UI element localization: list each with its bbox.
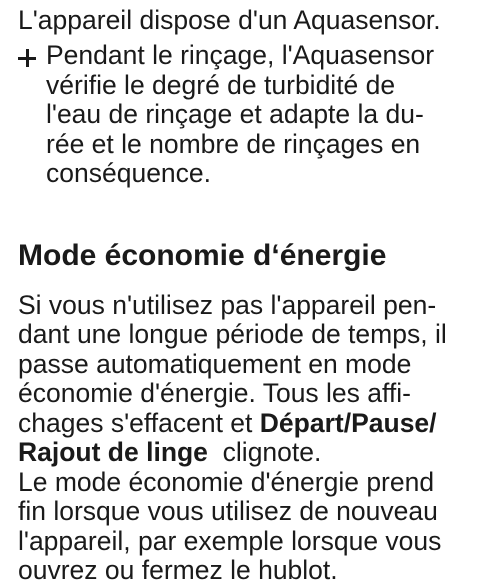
body-line: ouvrez ou fermez le hublot.	[18, 555, 338, 585]
body-line: Si vous n'utilisez pas l'appareil pen-	[18, 289, 437, 320]
document-page	[18, 6, 476, 586]
pause-label: Pause	[351, 407, 430, 438]
bullet-line: vérifie le degré de turbidité de	[46, 69, 396, 100]
body-line	[18, 409, 476, 439]
section-heading: Mode économie d‘énergie	[18, 238, 387, 272]
aquasensor-bullet	[18, 41, 476, 189]
plus-icon	[18, 49, 36, 67]
body-line: passe automatiquement en mode	[18, 348, 412, 379]
body-line: l'appareil, par exemple lorsque vous	[18, 525, 442, 556]
bullet-line: l'eau de rinçage et adapte la du-	[46, 99, 424, 129]
body-line: économie d'énergie. Tous les affi-	[18, 378, 411, 408]
body-text-fragment: clignote.	[207, 437, 322, 467]
body-line: fin lorsque vous utilisez de nouveau	[18, 496, 438, 526]
add-laundry-label: Rajout de linge	[18, 437, 208, 467]
section-body	[18, 291, 476, 586]
intro-text: L'appareil dispose d'un Aquasensor.	[18, 5, 441, 35]
start-label: Départ	[259, 407, 344, 438]
bullet-line: rée et le nombre de rinçages en	[46, 128, 421, 159]
bullet-line: conséquence.	[46, 158, 212, 188]
separator: /	[343, 407, 352, 438]
separator: /	[429, 407, 437, 438]
body-text-fragment: chages s'effacent et	[18, 407, 260, 438]
body-line: dant une longue période de temps, il	[18, 319, 447, 349]
body-line: Le mode économie d'énergie prend	[18, 466, 435, 497]
body-line	[18, 438, 476, 468]
bullet-line: Pendant le rinçage, l'Aquasensor	[46, 40, 435, 70]
